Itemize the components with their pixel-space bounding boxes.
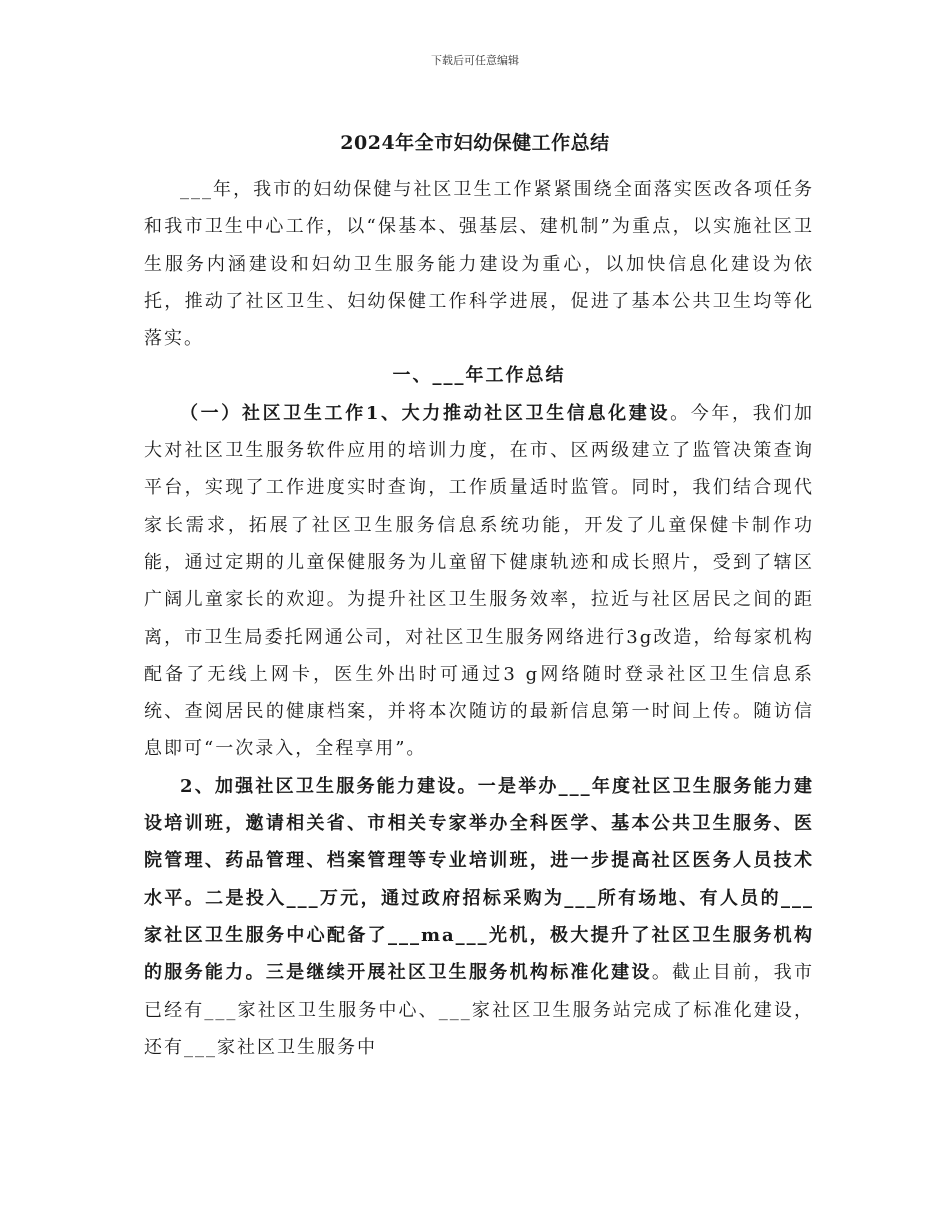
paragraph-lead-bold: （一）社区卫生工作1、大力推动社区卫生信息化建设	[180, 402, 671, 424]
paragraph-lead-bold: 2、加强社区卫生服务能力建设。一是举办___年度社区卫生服务能力建设培训班，邀请相关省、市相关专家举办全科医学、基本公共卫生服务、医院管理、药品管理、档案管理等专业培训班，进一步提高社区医务人员技术水平。二是投入___万元，通过政府招标采购为___所有场地、有人员的___家社区卫生服务中心配备了___ma___光机，极大提升了社区卫生服务机构的服务能力。三是继续开展社区卫生服务机构标准化建设	[144, 775, 814, 984]
page-header-note: 下载后可任意编辑	[431, 54, 519, 67]
intro-paragraph: ___年，我市的妇幼保健与社区卫生工作紧紧围绕全面落实医改各项任务和我市卫生中心工作，以“保基本、强基层、建机制”为重点，以实施社区卫生服务内涵建设和妇幼卫生服务能力建设为重心，以加快信息化建设为依托，推动了社区卫生、妇幼保健工作科学进展，促进了基本公共卫生均等化落实。	[144, 179, 814, 350]
paragraph-text: 。今年，我们加大对社区卫生服务软件应用的培训力度，在市、区两级建立了监管决策查询平台，实现了工作进度实时查询，工作质量适时监管。同时，我们结合现代家长需求，拓展了社区卫生服务信息系统功能，开发了儿童保健卡制作功能，通过定期的儿童保健服务为儿童留下健康轨迹和成长照片，受到了辖区广阔儿童家长的欢迎。为提升社区卫生服务效率，拉近与社区居民之间的距离，市卫生局委托网通公司，对社区卫生服务网络进行3g改造，给每家机构配备了无线上网卡，医生外出时可通过3 g网络随时登录社区卫生信息系统、查阅居民的健康档案，并将本次随访的最新信息第一时间上传。随访信息即可“一次录入，全程享用”。	[144, 402, 815, 760]
paragraph-community-informatization	[144, 395, 814, 768]
section-heading: 一、___年工作总结	[392, 365, 566, 387]
document-title: 2024年全市妇幼保健工作总结	[340, 132, 610, 154]
paragraph-text: 。截止目前，我市已经有___家社区卫生服务中心、___家社区卫生服务站完成了标准化建设，还有___家社区卫生服务中	[144, 962, 814, 1058]
document-body	[144, 171, 814, 1066]
paragraph-capacity-building	[144, 768, 814, 1066]
